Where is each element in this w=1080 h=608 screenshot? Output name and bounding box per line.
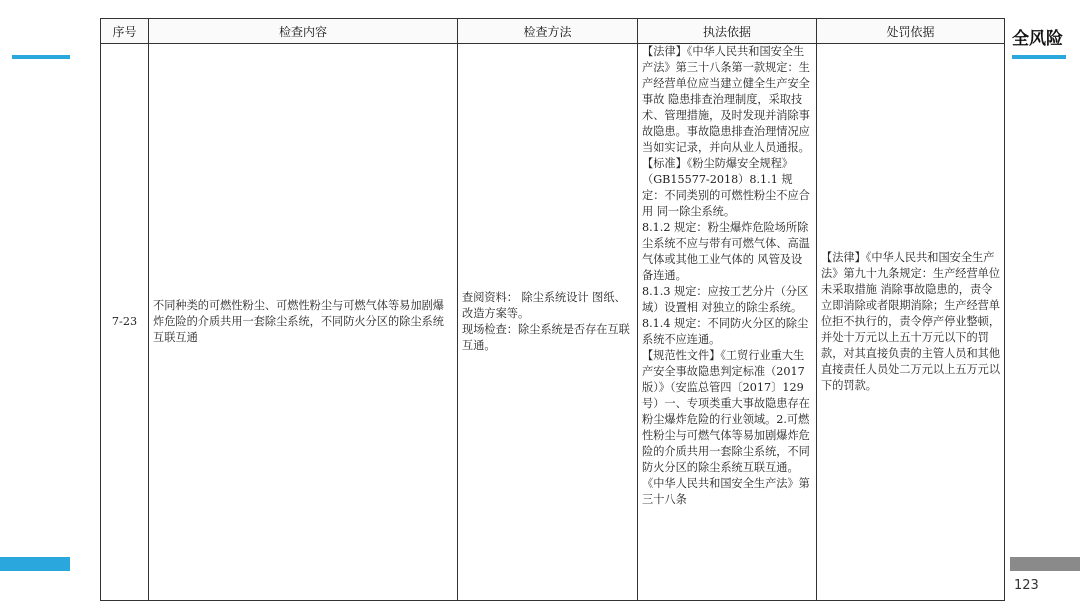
- inspection-table: [100, 18, 1005, 601]
- penalty-basis: 【法律】《中华人民共和国安全生产法》第九十九条规定：生产经营单位未采取措施 消除事故隐患的，责令立即消除或者限期消除；生产经营单位拒不执行的，责令停产停业整顿，并处十万元以上五十万元以下的罚款，对其直接负责的主管人员和其他直接责任人员处二万元以上五万元以下的罚款。: [817, 44, 1005, 601]
- inspection-content: 不同种类的可燃性粉尘、可燃性粉尘与可燃气体等易加剧爆炸危险的介质共用一套除尘系统，不同防火分区的除尘系统互联互通: [149, 44, 458, 601]
- basis-paragraph: 8.1.3 规定：应按工艺分片（分区域）设置相 对独立的除尘系统。: [642, 285, 809, 314]
- accent-bar-left-bottom: [0, 557, 70, 571]
- header-basis: 执法依据: [638, 19, 817, 44]
- header-content: 检查内容: [149, 19, 458, 44]
- basis-paragraph: 【标准】《粉尘防爆安全规程》（GB15577-2018）8.1.1 规定：不同类别的可燃性粉尘不应合用 同一除尘系统。: [642, 157, 810, 218]
- inspection-method: [458, 44, 638, 601]
- basis-paragraph: 《中华人民共和国安全生产法》第三十八条: [642, 477, 810, 506]
- table-header-row: [101, 19, 1005, 44]
- page-number: 123: [1014, 578, 1039, 593]
- basis-paragraph: 8.1.4 规定：不同防火分区的除尘系统不应连通。: [642, 317, 809, 346]
- header-method: 检查方法: [458, 19, 638, 44]
- gray-bar-right-bottom: [1010, 557, 1080, 571]
- header-penalty: 处罚依据: [817, 19, 1005, 44]
- row-number: 7-23: [101, 44, 149, 601]
- method-item: 现场检查：除尘系统是否存在互联互通。: [462, 323, 630, 352]
- basis-paragraph: 【规范性文件】《工贸行业重大生产安全事故隐患判定标准（2017 版）》（安监总管四〔2017〕129 号）一、专项类重大事故隐患存在粉尘爆炸危险的行业领域。2.可燃性粉尘与可燃气体等易加剧爆炸危险的介质共用一套除尘系统，不同防火分区的除尘系统互联互通。: [642, 349, 810, 474]
- enforcement-basis: [638, 44, 817, 601]
- basis-paragraph: 8.1.2 规定：粉尘爆炸危险场所除尘系统不应与带有可燃气体、高温气体或其他工业气体的 风管及设备连通。: [642, 221, 810, 282]
- basis-paragraph: 【法律】《中华人民共和国安全生产法》第三十八条第一款规定：生产经营单位应当建立健全生产安全事故 隐患排查治理制度，采取技术、管理措施，及时发现并消除事故隐患。事故隐患排查治理情况应当如实记录，并向从业人员通报。: [642, 45, 810, 154]
- section-title: 全风险: [1012, 29, 1063, 49]
- accent-line-left-top: [12, 55, 70, 59]
- accent-line-right-top: [1012, 55, 1066, 59]
- method-item: 查阅资料： 除尘系统设计 图纸、改造方案等。: [462, 291, 626, 320]
- table-row: [101, 44, 1005, 601]
- basis-text-container: [642, 44, 812, 600]
- header-no: 序号: [101, 19, 149, 44]
